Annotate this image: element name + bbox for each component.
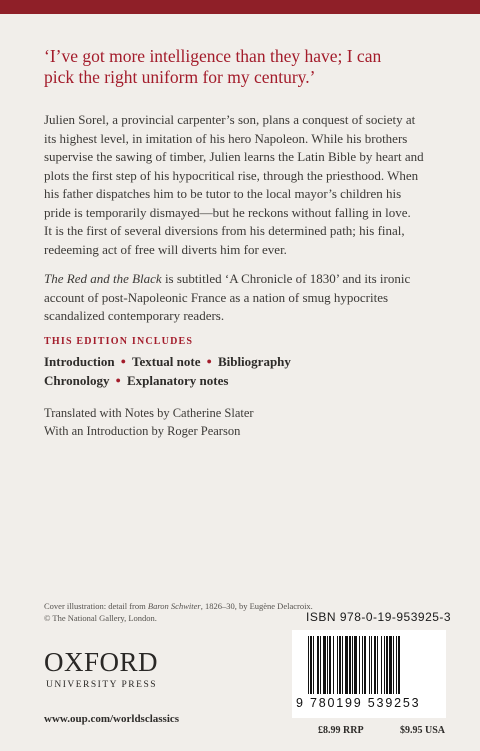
barcode-bar [349, 636, 351, 694]
publisher-subtitle: UNIVERSITY PRESS [46, 680, 158, 690]
barcode-bar [398, 636, 400, 694]
barcode-bar [342, 636, 343, 694]
barcode-digits: 9 780199 539253 [296, 696, 421, 710]
isbn-text: ISBN 978-0-19-953925-3 [306, 610, 452, 624]
synopsis-line: redeeming act of free will diverts him for ever. [44, 241, 287, 257]
barcode-bar [369, 636, 370, 694]
context-paragraph [44, 270, 458, 326]
synopsis-line: plots the first step of his hypocritical rise, through the priesthood. When [44, 167, 419, 183]
barcode-bar [381, 636, 382, 694]
barcode-bar [337, 636, 338, 694]
bullet-icon: ● [115, 375, 121, 385]
edition-contents [44, 352, 291, 390]
edition-item: Bibliography [217, 354, 291, 369]
barcode-bar [374, 636, 376, 694]
barcode-bar [377, 636, 378, 694]
publisher-logo: OXFORD [44, 647, 159, 677]
copyright-line: © The National Gallery, London. [44, 613, 157, 623]
synopsis-line: pride is temporarily dismayed—but he reckons without falling in love. [44, 204, 411, 220]
synopsis-line: It is the first of several diversions from his determined path; his final, [44, 223, 405, 238]
translator-credit: Translated with Notes by Catherine Slater [44, 406, 254, 420]
bullet-icon: ● [120, 356, 126, 366]
context-line: account of post-Napoleonic France as a nation of smug hypocrites [44, 289, 389, 305]
synopsis-line: his father dispatches him to be tutor to the local mayor’s children his [44, 186, 402, 201]
barcode-bar [333, 636, 334, 694]
barcode-bar [320, 636, 321, 694]
edition-item: Textual note [132, 354, 201, 369]
barcode-bar [359, 636, 360, 694]
barcode-bar [352, 636, 353, 694]
barcode-bar [386, 636, 388, 694]
edition-heading: THIS EDITION INCLUDES [44, 336, 194, 347]
edition-item: Explanatory notes [126, 373, 229, 388]
barcode-bar [345, 636, 348, 694]
edition-item: Chronology [44, 373, 110, 388]
barcode-bar [393, 636, 394, 694]
barcode-bar [396, 636, 397, 694]
barcode-bar [339, 636, 341, 694]
context-line [44, 270, 458, 289]
price-uk: £8.99 RRP [318, 725, 364, 736]
painting-title: Baron Schwiter [147, 601, 201, 611]
book-title: The Red and the Black [44, 271, 162, 286]
edition-row [44, 352, 291, 371]
barcode-bar [327, 636, 328, 694]
top-color-band [0, 0, 480, 14]
pull-quote [44, 46, 444, 88]
barcode-bar [317, 636, 319, 694]
quote-line: pick the right uniform for my century.’ [44, 67, 316, 87]
barcode-bar [389, 636, 392, 694]
barcode-bar [329, 636, 331, 694]
synopsis [44, 111, 458, 259]
cover-credit-line: Cover illustration: detail from Baron Schwiter, 1826–30, by Eugène Delacroix. [44, 601, 313, 611]
synopsis-line: its highest level, in imitation of his hero Napoleon. While his brothers [44, 130, 408, 146]
barcode-bar [362, 636, 363, 694]
synopsis-line: supervise the sawing of timber, Julien learns the Latin Bible by heart and [44, 149, 424, 164]
barcode-bar [364, 636, 366, 694]
barcode-bar [384, 636, 385, 694]
cover-credit [44, 600, 313, 624]
introduction-credit: With an Introduction by Roger Pearson [44, 424, 241, 438]
barcode-icon [308, 636, 438, 694]
publisher-url[interactable]: www.oup.com/worldsclassics [44, 713, 180, 725]
edition-row [44, 371, 291, 390]
barcode-bar [354, 636, 357, 694]
barcode-bar [313, 636, 314, 694]
edition-item: Introduction [44, 354, 115, 369]
quote-line: ‘I’ve got more intelligence than they have; I can [44, 46, 382, 66]
barcode-bar [371, 636, 372, 694]
bullet-icon: ● [206, 356, 212, 366]
context-line: scandalized contemporary readers. [44, 308, 225, 323]
barcode-bar [323, 636, 326, 694]
synopsis-line: Julien Sorel, a provincial carpenter’s son, plans a conquest of society at [44, 112, 416, 127]
barcode-bar [310, 636, 312, 694]
barcode-bar [308, 636, 309, 694]
credits [44, 404, 254, 440]
price-us: $9.95 USA [400, 725, 446, 736]
context-text: is subtitled ‘A Chronicle of 1830’ and its ironic [161, 271, 411, 286]
